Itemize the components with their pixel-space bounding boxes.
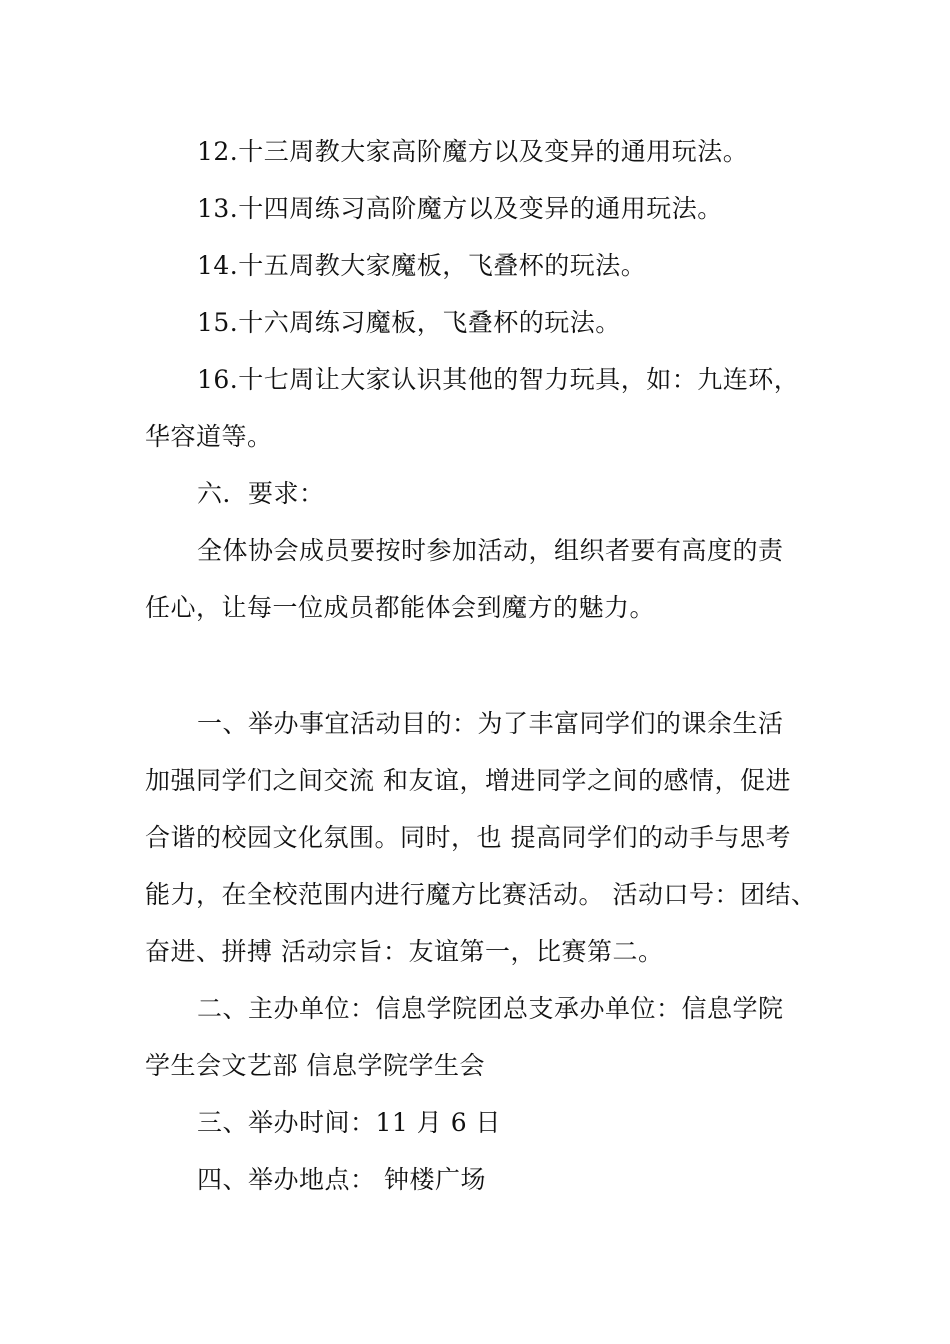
text-line: 学生会文艺部 信息学院学生会: [145, 1051, 485, 1080]
text-line: 奋进、拼搏 活动宗旨：友谊第一，比赛第二。: [145, 937, 664, 966]
text-line: 15.十六周练习魔板，飞叠杯的玩法。: [197, 308, 621, 337]
text-line: 16.十七周让大家认识其他的智力玩具，如：九连环，: [197, 365, 800, 394]
text-line: 全体协会成员要按时参加活动，组织者要有高度的责: [197, 536, 784, 565]
text-line: 一、举办事宜活动目的：为了丰富同学们的课余生活: [197, 709, 784, 738]
text-line: 13.十四周练习高阶魔方以及变异的通用玩法。: [197, 194, 723, 223]
text-line: 华容道等。: [145, 422, 273, 451]
text-line: 二、主办单位：信息学院团总支承办单位：信息学院: [197, 994, 784, 1023]
text-line: 三、举办时间：11 月 6 日: [197, 1108, 502, 1137]
text-line: 12.十三周教大家高阶魔方以及变异的通用玩法。: [197, 137, 749, 166]
text-line: 合谐的校园文化氛围。同时，也 提高同学们的动手与思考: [145, 823, 791, 852]
section-heading: 六．要求：: [197, 479, 325, 508]
text-line: 能力，在全校范围内进行魔方比赛活动。 活动口号：团结、: [145, 880, 817, 909]
text-line: 任心，让每一位成员都能体会到魔方的魅力。: [145, 593, 656, 622]
text-line: 四、举办地点： 钟楼广场: [197, 1165, 486, 1194]
text-line: 14.十五周教大家魔板，飞叠杯的玩法。: [197, 251, 647, 280]
text-line: 加强同学们之间交流 和友谊，增进同学之间的感情，促进: [145, 766, 791, 795]
